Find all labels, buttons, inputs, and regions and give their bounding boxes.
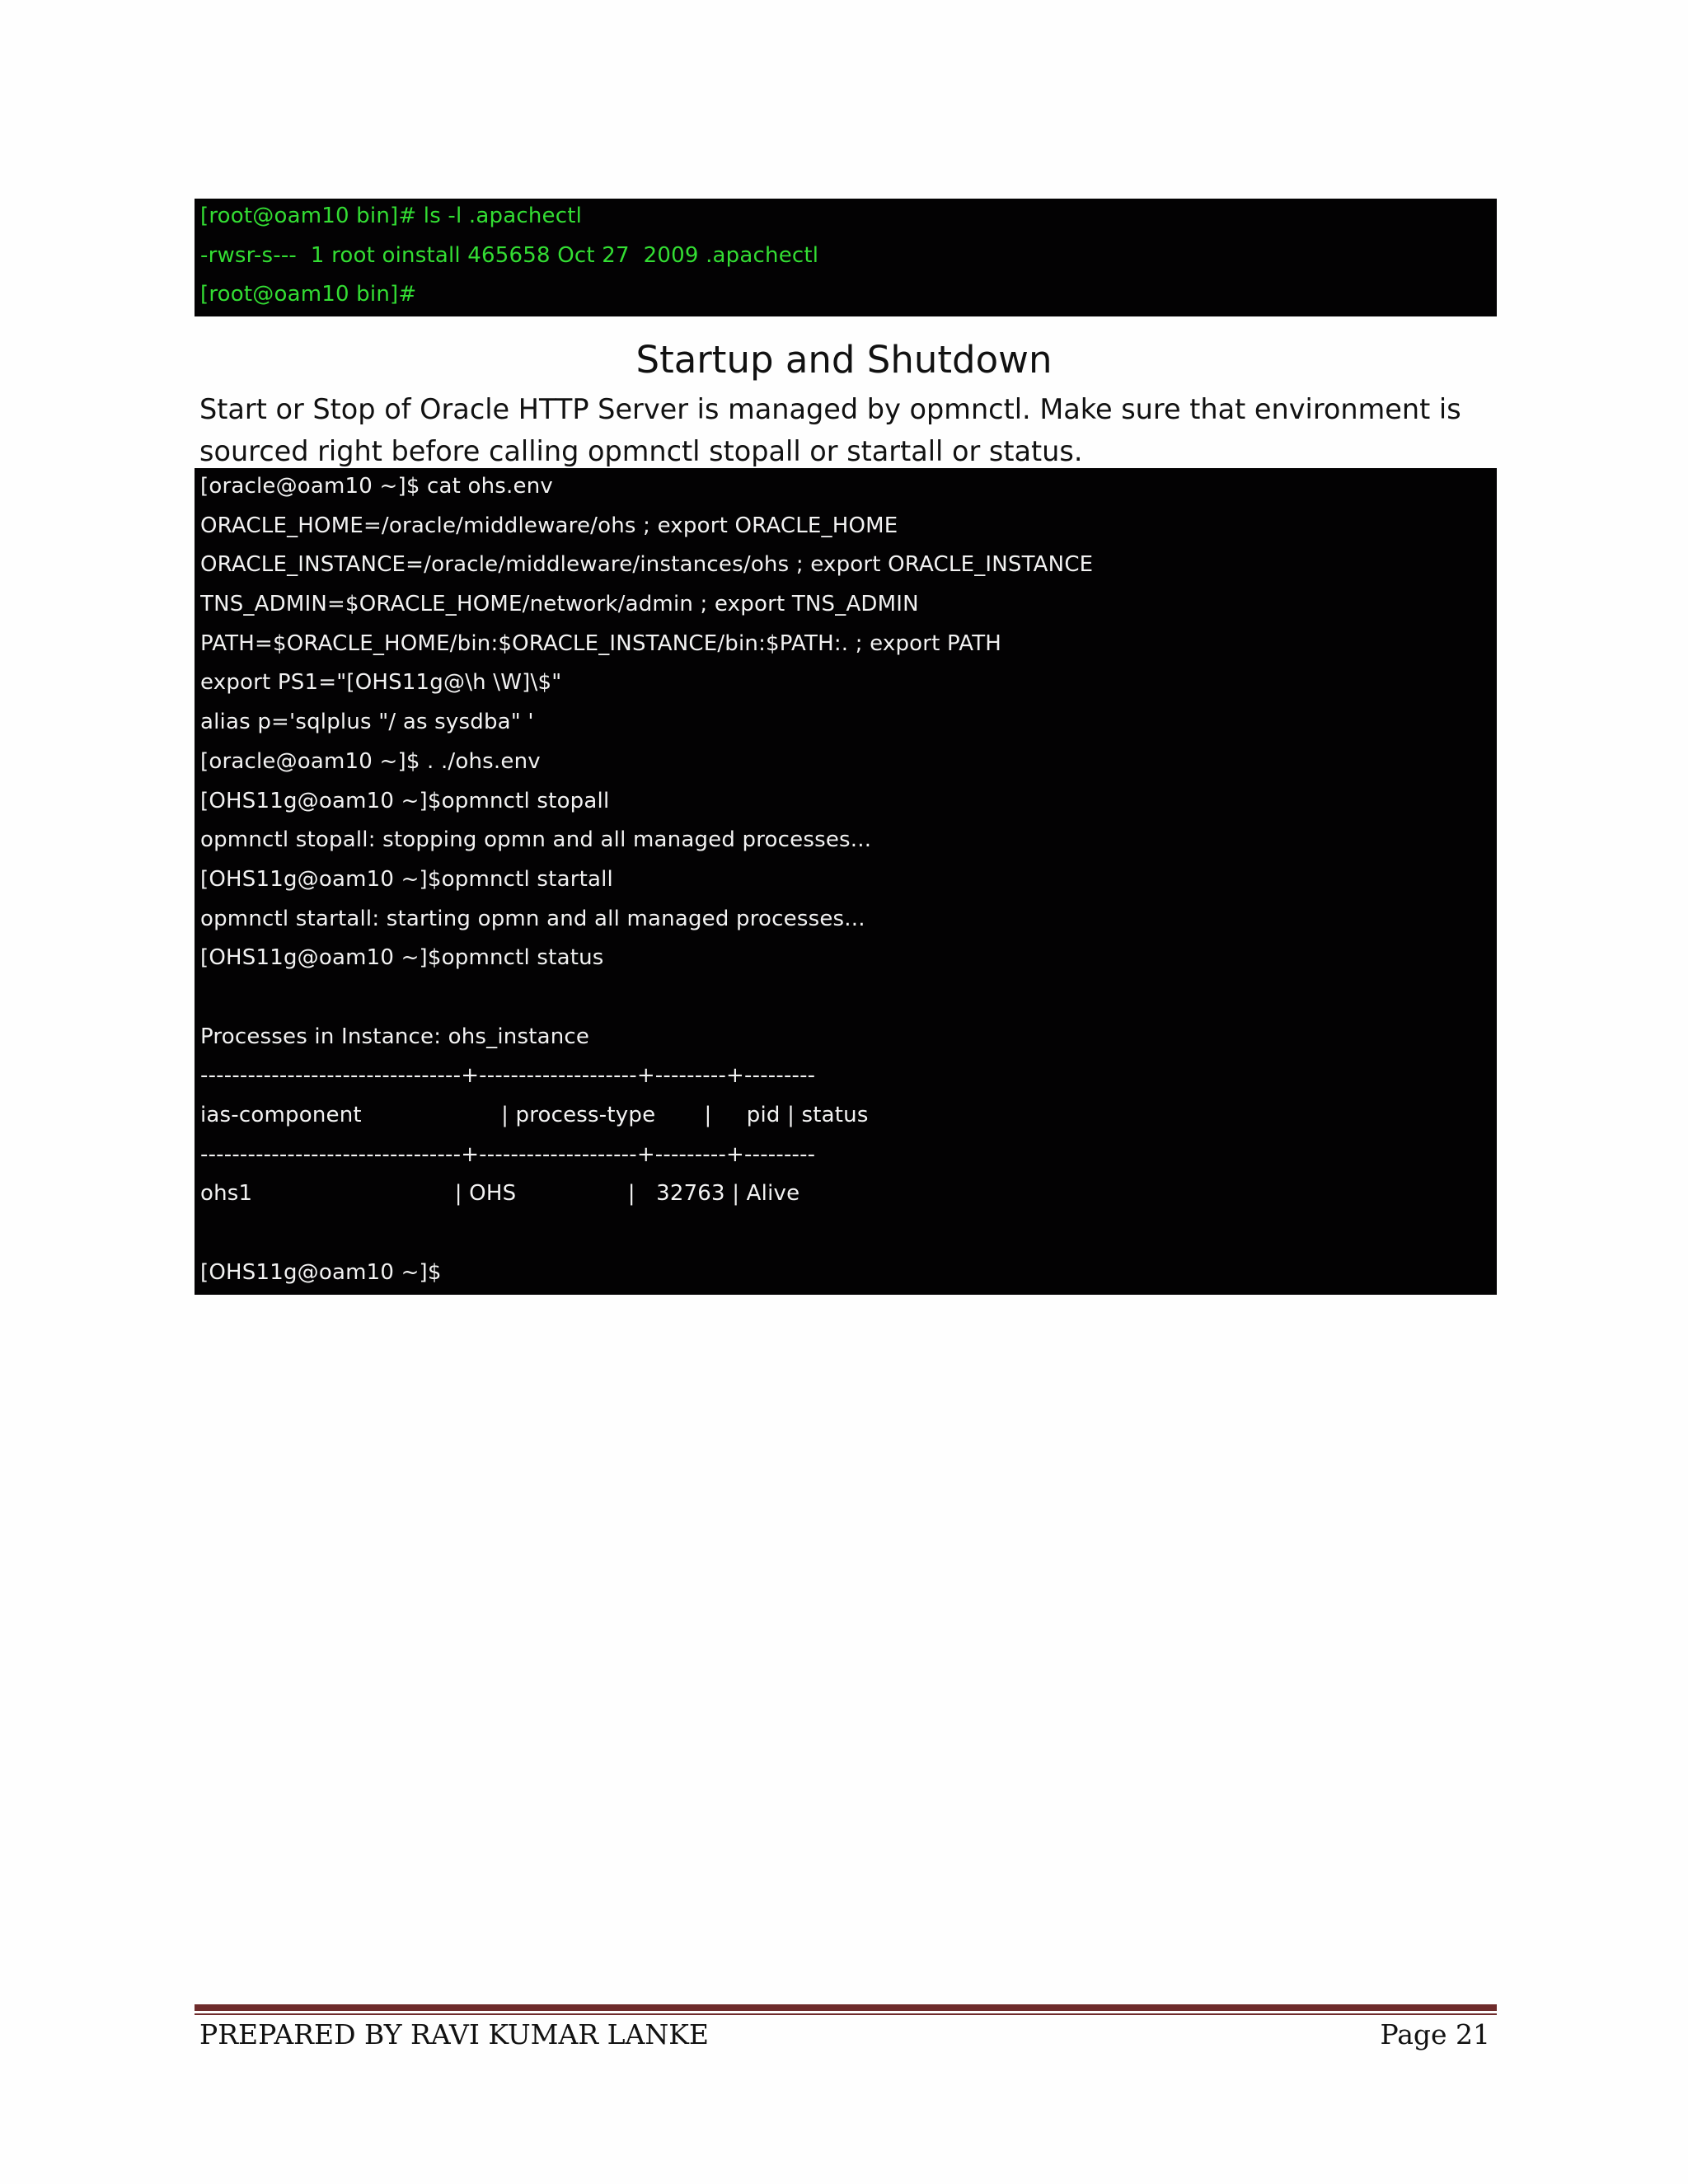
terminal-output-opmnctl	[195, 468, 1497, 1295]
footer-divider	[195, 2004, 1497, 2011]
terminal-output-apachectl	[195, 199, 1497, 316]
terminal-line: ohs1 | OHS | 32763 | Alive	[200, 1181, 800, 1207]
terminal-line: opmnctl stopall: stopping opmn and all managed processes...	[200, 827, 872, 853]
terminal-line	[200, 979, 1497, 1019]
terminal-line: export PS1="[OHS11g@\h \W]\$"	[200, 670, 562, 696]
section-paragraph	[199, 388, 1502, 472]
paragraph-line: Start or Stop of Oracle HTTP Server is managed by opmnctl. Make sure that environment is	[199, 393, 1461, 425]
terminal-line: -rwsr-s--- 1 root oinstall 465658 Oct 27 2009 .apachectl	[200, 242, 819, 268]
terminal-line: ---------------------------------+--------------------+---------+---------	[200, 1141, 816, 1167]
terminal-line: [oracle@oam10 ~]$ . ./ohs.env	[200, 748, 541, 774]
terminal-line: Processes in Instance: ohs_instance	[200, 1024, 590, 1049]
terminal-line: [root@oam10 bin]# ls -l .apachectl	[200, 204, 583, 228]
terminal-line: [OHS11g@oam10 ~]$opmnctl status	[200, 945, 604, 971]
terminal-line: ORACLE_HOME=/oracle/middleware/ohs ; export ORACLE_HOME	[200, 513, 898, 538]
terminal-line: [OHS11g@oam10 ~]$opmnctl stopall	[200, 788, 610, 813]
terminal-line: alias p='sqlplus "/ as sysdba" '	[200, 710, 534, 735]
paragraph-line: sourced right before calling opmnctl stopall or startall or status.	[199, 435, 1083, 467]
terminal-line: [oracle@oam10 ~]$ cat ohs.env	[200, 474, 553, 499]
footer-author: PREPARED BY RAVI KUMAR LANKE	[199, 2018, 709, 2050]
terminal-line: PATH=$ORACLE_HOME/bin:$ORACLE_INSTANCE/bin:$PATH:. ; export PATH	[200, 630, 1002, 656]
terminal-line: [root@oam10 bin]#	[200, 282, 417, 307]
terminal-line: ---------------------------------+--------------------+---------+---------	[200, 1063, 816, 1089]
terminal-line: ORACLE_INSTANCE=/oracle/middleware/instances/ohs ; export ORACLE_INSTANCE	[200, 552, 1094, 578]
section-heading: Startup and Shutdown	[635, 338, 1053, 382]
terminal-line: TNS_ADMIN=$ORACLE_HOME/network/admin ; export TNS_ADMIN	[200, 592, 919, 617]
footer-page-number: Page 21	[1380, 2018, 1490, 2050]
footer-divider-thin	[195, 2013, 1497, 2015]
terminal-line: [OHS11g@oam10 ~]$	[200, 1259, 442, 1285]
terminal-line	[200, 1215, 1497, 1254]
terminal-line: ias-component | process-type | pid | status	[200, 1103, 869, 1127]
terminal-line: [OHS11g@oam10 ~]$opmnctl startall	[200, 866, 613, 892]
terminal-line: opmnctl startall: starting opmn and all managed processes...	[200, 906, 865, 931]
